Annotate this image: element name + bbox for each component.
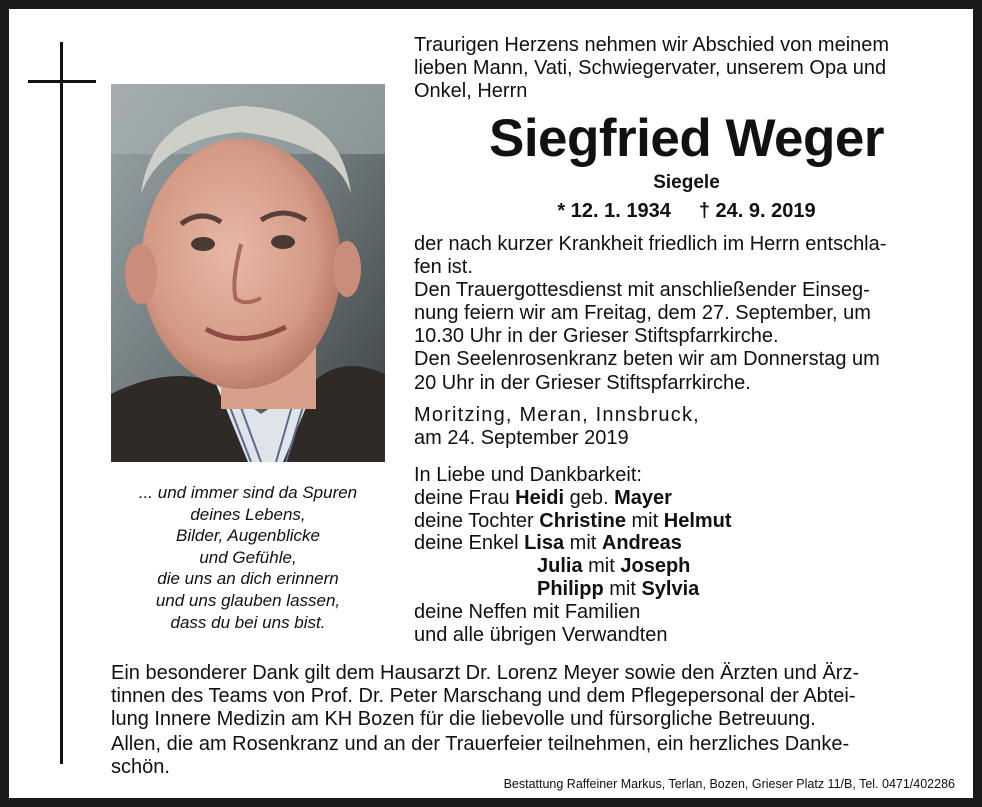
grandchild-partner-name: Joseph xyxy=(620,555,691,578)
family-label: mit xyxy=(625,509,664,532)
thanks-line: lung Innere Medizin am KH Bozen für die liebevolle und fürsorgliche Betreuung. xyxy=(111,708,816,730)
grandchild-partner-name: Sylvia xyxy=(641,577,700,600)
poem-line: deines Lebens, xyxy=(190,504,306,524)
family-list xyxy=(414,464,959,646)
family-label: mit xyxy=(603,577,642,600)
poem-line: und Gefühle, xyxy=(199,547,297,567)
family-grandchildren xyxy=(414,532,959,555)
intro-line: Traurigen Herzens nehmen wir Abschied von meinem xyxy=(414,34,890,56)
grandchild-name: Julia xyxy=(537,555,583,578)
birth-date: * 12. 1. 1934 xyxy=(557,200,671,222)
thanks-line: Allen, die am Rosenkranz und an der Trauerfeier teilnehmen, ein herzliches Danke- xyxy=(111,733,850,755)
family-label: deine Tochter xyxy=(414,509,540,532)
poem-line: ... und immer sind da Spuren xyxy=(138,483,358,502)
family-grandchildren xyxy=(414,555,959,578)
grandchild-name: Philipp xyxy=(537,577,604,600)
poem-line: Bilder, Augenblicke xyxy=(176,526,320,546)
body-line: nung feiern wir am Freitag, dem 27. September, um xyxy=(414,302,871,325)
family-heading: In Liebe und Dankbarkeit: xyxy=(414,464,642,486)
thanks-line: tinnen des Teams von Prof. Dr. Peter Marschang und dem Pflegepersonal der Abtei- xyxy=(111,685,856,707)
life-dates xyxy=(414,198,959,224)
deceased-nickname: Siegele xyxy=(653,172,720,193)
grandchild-partner-name: Andreas xyxy=(601,532,682,555)
portrait-photo xyxy=(111,84,385,462)
thanks-line: Ein besonderer Dank gilt dem Hausarzt Dr. Lorenz Meyer sowie den Ärzten und Ärz- xyxy=(111,662,860,684)
poem-line: und uns glauben lassen, xyxy=(155,590,341,610)
body-line: Den Seelenrosenkranz beten wir am Donnerstag um xyxy=(414,348,880,371)
family-grandchildren xyxy=(414,578,959,601)
family-label: geb. xyxy=(564,486,615,509)
daughter-name: Christine xyxy=(539,509,626,532)
family-wife xyxy=(414,487,959,510)
location-line: Moritzing, Meran, Innsbruck, xyxy=(414,404,700,426)
cross-icon-bar xyxy=(28,80,96,83)
family-nephews: deine Neffen mit Familien xyxy=(414,600,641,623)
grandchild-name: Lisa xyxy=(524,532,565,555)
body-line: 10.30 Uhr in der Grieser Stiftspfarrkirche. xyxy=(414,325,779,348)
thanks-line: schön. xyxy=(111,756,170,778)
poem-line: die uns an dich erinnern xyxy=(157,569,339,589)
family-label: mit xyxy=(582,555,621,578)
body-line: der nach kurzer Krankheit friedlich im Herrn entschla- xyxy=(414,233,887,255)
place-date xyxy=(414,404,959,450)
family-others: und alle übrigen Verwandten xyxy=(414,623,668,646)
wife-maiden-name: Mayer xyxy=(614,486,672,509)
deceased-name: Siegfried Weger xyxy=(488,109,885,168)
intro-text xyxy=(414,34,959,103)
family-daughter xyxy=(414,510,959,533)
body-line: Den Trauergottesdienst mit anschließender Einseg- xyxy=(414,279,870,302)
family-label: mit xyxy=(564,532,602,555)
funeral-home-footer: Bestattung Raffeiner Markus, Terlan, Bozen, Grieser Platz 11/B, Tel. 0471/402286 xyxy=(503,777,955,791)
family-label: deine Enkel xyxy=(414,532,525,555)
death-date: † 24. 9. 2019 xyxy=(698,200,816,222)
body-line: fen ist. xyxy=(414,256,473,279)
cross-icon xyxy=(60,42,63,764)
date-line: am 24. September 2019 xyxy=(414,427,629,449)
daughter-partner-name: Helmut xyxy=(663,509,732,532)
body-line: 20 Uhr in der Grieser Stiftspfarrkirche. xyxy=(414,371,751,394)
thanks-text xyxy=(111,662,959,779)
family-label: deine Frau xyxy=(414,486,516,509)
intro-line: lieben Mann, Vati, Schwiegervater, unserem Opa und xyxy=(414,57,887,79)
intro-line: Onkel, Herrn xyxy=(414,80,528,102)
announcement-body xyxy=(414,233,959,395)
wife-name: Heidi xyxy=(515,486,565,509)
poem-line: dass du bei uns bist. xyxy=(170,612,326,632)
memorial-poem xyxy=(111,482,385,633)
